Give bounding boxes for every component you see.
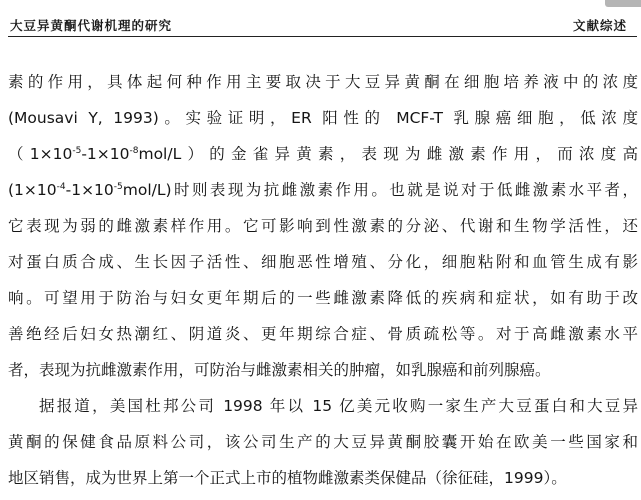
text-line: 响。可望用于防治与妇女更年期后的一些雌激素降低的疾病和症状，如有助于改 bbox=[8, 289, 638, 307]
text-line: 地区销售，成为世界上第一个正式上市的植物雌激素类保健品（徐征硅，1999）。 bbox=[8, 469, 567, 487]
text-line: 对蛋白质合成、生长因子活性、细胞恶性增殖、分化，细胞粘附和血管生成有影 bbox=[8, 253, 638, 271]
text-line-concentration-high: $(1\times 10^{-4}-1\times 10^{-5}mol/L)$时则表现为抗雌激素作用。也就是说对于低雌激素水平者， bbox=[8, 181, 638, 199]
corner-scroll-tab bbox=[605, 0, 641, 7]
section-label: 文献综述 bbox=[572, 18, 627, 33]
paragraph-start-line: 据报道，美国杜邦公司 1998 年以 15 亿美元收购一家生产大豆蛋白和大豆异 bbox=[39, 397, 638, 415]
body-text bbox=[8, 64, 638, 496]
text-line: 黄酮的保健食品原料公司，该公司生产的大豆异黄酮胶囊开始在欧美一些国家和 bbox=[8, 433, 638, 451]
running-title: 大豆异黄酮代谢机理的研究 bbox=[10, 18, 173, 33]
text-line: 善绝经后妇女热潮红、阴道炎、更年期综合症、骨质疏松等。对于高雌激素水平 bbox=[8, 325, 638, 343]
text-line-concentration-low: $(1\times 10^{-5}-1\times 10^{-8}mol/L)$的金雀异黄素，表现为雌激素作用，而浓度高 bbox=[8, 145, 638, 163]
text-line: 者，表现为抗雌激素作用，可防治与雌激素相关的肿瘤，如乳腺癌和前列腺癌。 bbox=[8, 361, 551, 379]
text-line: (Mousavi Y, 1993)。实验证明，ER 阳性的 MCF-T 乳腺癌细胞，低浓度 bbox=[8, 109, 638, 127]
text-line: 素的作用，具体起何种作用主要取决于大豆异黄酮在细胞培养液中的浓度 bbox=[8, 73, 638, 91]
running-header bbox=[8, 12, 637, 37]
text-line: 它表现为弱的雌激素样作用。它可影响到性激素的分泌、代谢和生物学活性，还 bbox=[8, 217, 638, 235]
